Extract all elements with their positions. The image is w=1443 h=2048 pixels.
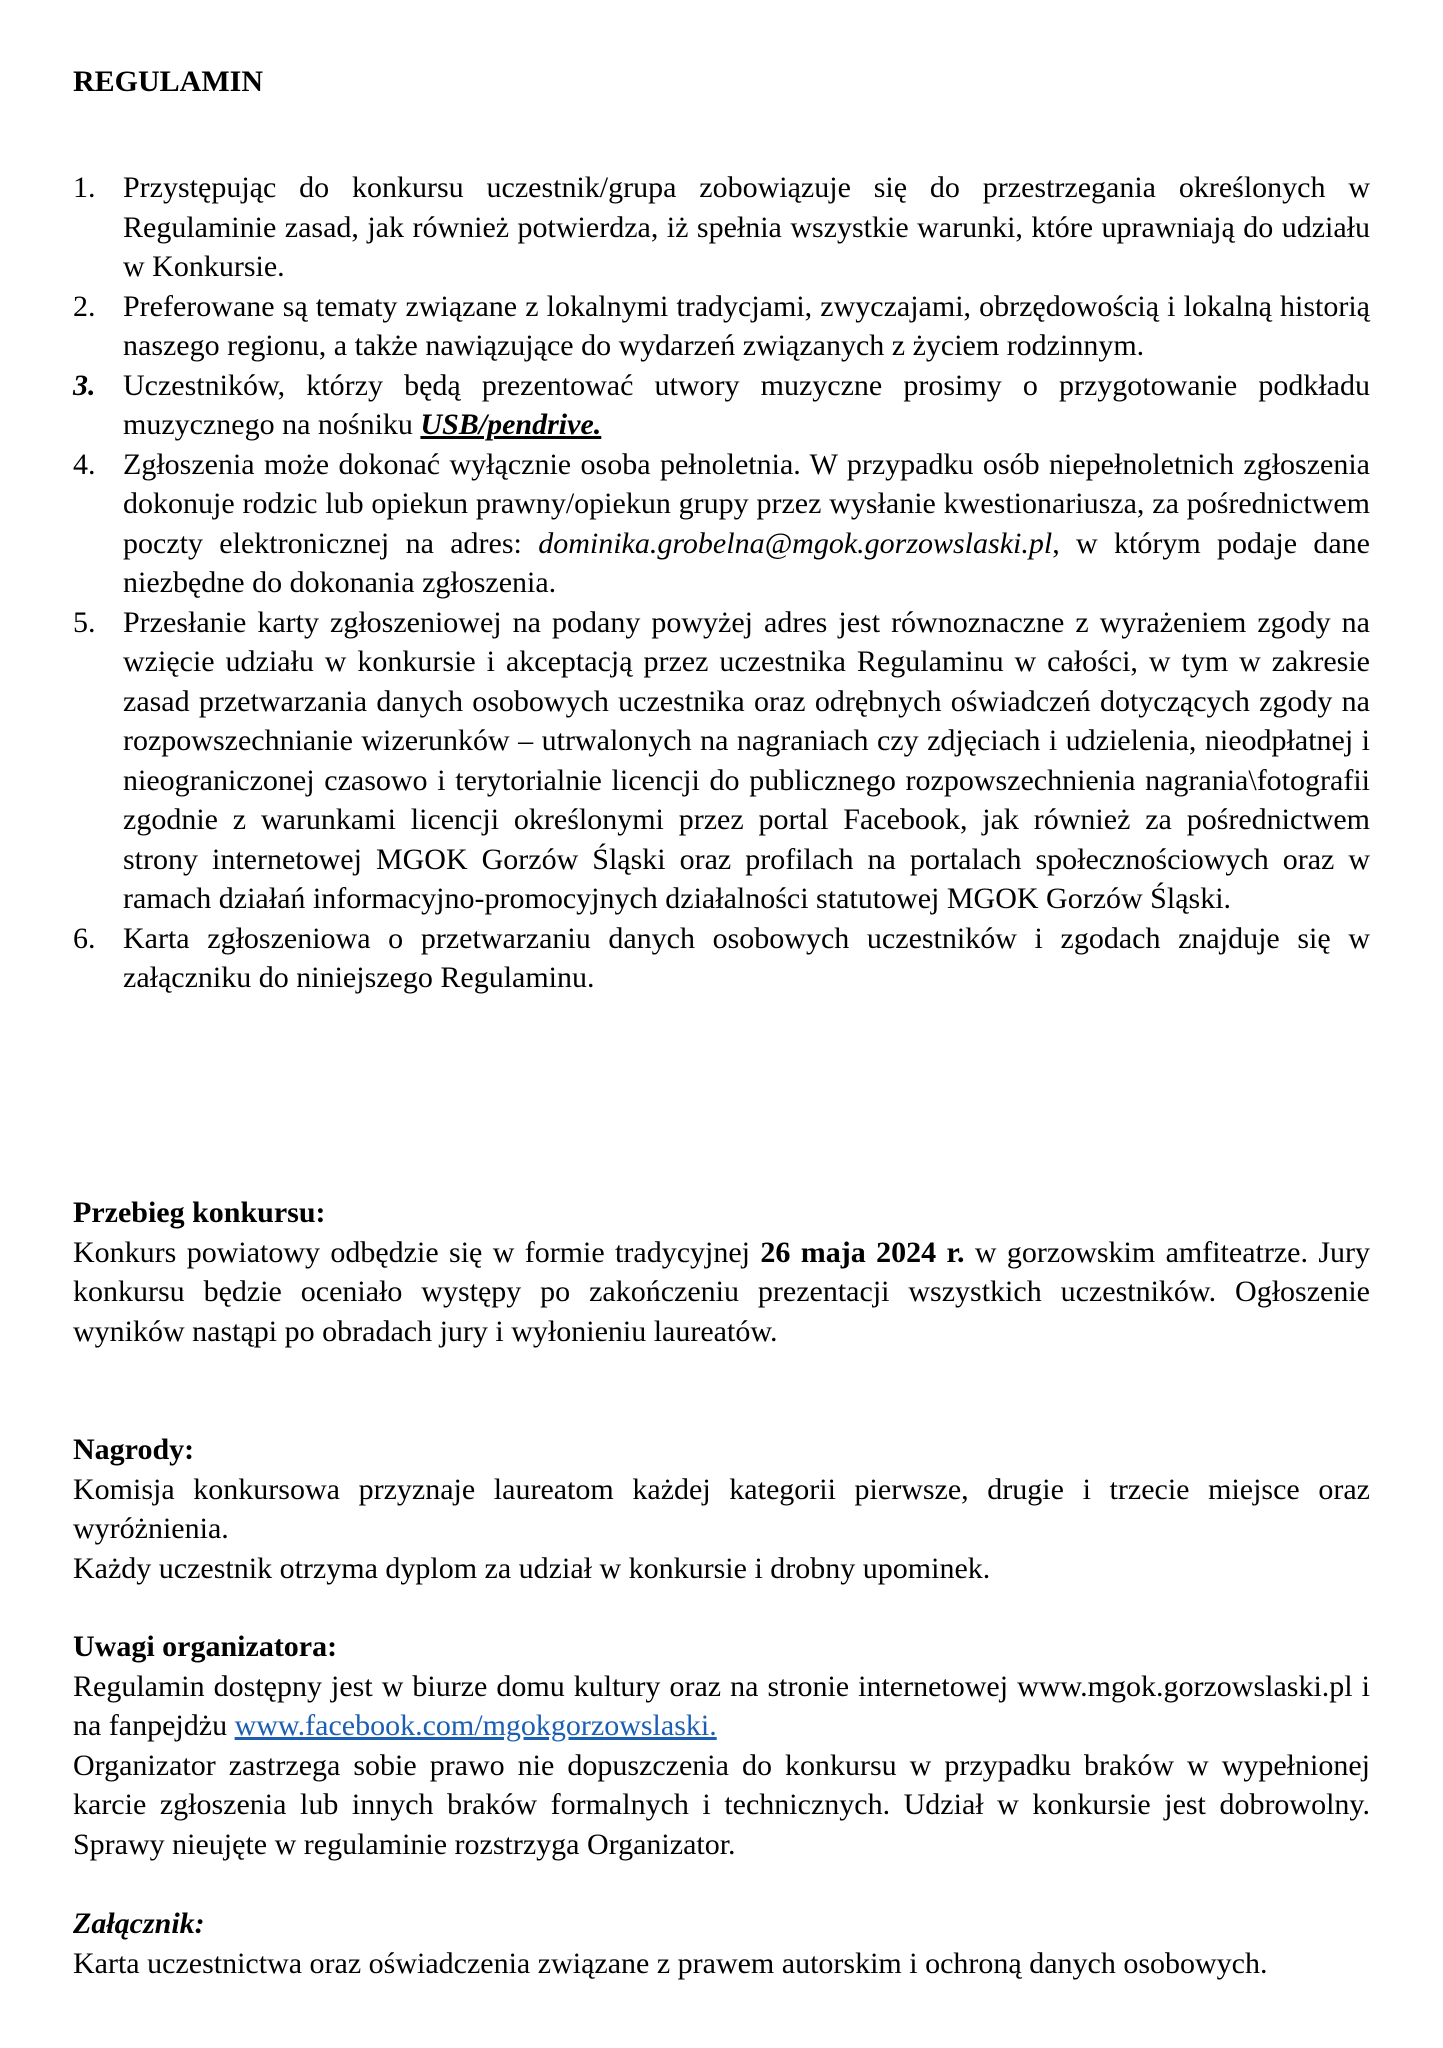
- section-heading-zalacznik: Załącznik:: [73, 1907, 205, 1940]
- section-heading-nagrody: Nagrody:: [73, 1433, 195, 1466]
- nagrody-line-2: Każdy uczestnik otrzyma dyplom za udział w konkursie i drobny upominek.: [73, 1551, 991, 1585]
- nagrody-line-1: Komisja konkursowa przyznaje laureatom każdej kategorii pierwsze, drugie i trzecie miejsce oraz wyróżnienia.: [73, 1472, 1370, 1545]
- rule-text: Zgłoszenia może dokonać wyłącznie osoba pełnoletnia. W przypadku osób niepełnoletnich zgłoszenia dokonuje rodzic lub opiekun prawny/opiekun grupy przez wysłanie kwestionariusza, za pośrednictwem poczty elektronicznej na adres:: [123, 447, 1370, 560]
- przebieg-text-after: w gorzowskim amfiteatrze. Jury konkursu będzie oceniało występy po zakończeniu prezentacji wszystkich uczestników. Ogłoszenie wyników nastąpi po obradach jury i wyłonieniu laureatów.: [73, 1235, 1371, 1348]
- section-heading-uwagi: Uwagi organizatora:: [73, 1630, 338, 1663]
- rule-number: 2.: [73, 289, 96, 323]
- section-heading-przebieg: Przebieg konkursu:: [73, 1196, 326, 1229]
- rule-number: 1.: [73, 171, 96, 204]
- przebieg-text: [73, 1233, 1370, 1352]
- uwagi-text-2: Organizator zastrzega sobie prawo nie dopuszczenia do konkursu w przypadku braków w wypełnionej karcie zgłoszenia lub innych braków formalnych i technicznych. Udział w konkursie jest dobrowolny. Sprawy nieujęte w regulaminie rozstrzyga Organizator.: [73, 1748, 1370, 1861]
- document-title: REGULAMIN: [73, 65, 264, 98]
- uwagi-text-before: Regulamin dostępny jest w biurze domu kultury oraz na stronie internetowej www.mgok.gorzowslaski.pl i na fanpejdżu: [73, 1669, 1370, 1742]
- event-date: 26 maja 2024 r.: [760, 1235, 965, 1269]
- rule-item-1: [73, 168, 1370, 287]
- uwagi-text-1: [73, 1667, 1370, 1746]
- rule-text: Karta zgłoszeniowa o przetwarzaniu danych osobowych uczestników i zgodach znajduje się w załączniku do niniejszego Regulaminu.: [123, 921, 1370, 994]
- przebieg-text-before: Konkurs powiatowy odbędzie się w formie tradycyjnej: [73, 1235, 761, 1269]
- contact-email[interactable]: dominika.grobelna@mgok.gorzowslaski.pl: [538, 526, 1053, 560]
- section-uwagi: [73, 1627, 1370, 1864]
- section-przebieg: [73, 1193, 1370, 1351]
- usb-pendrive-emphasis: USB/pendrive.: [420, 408, 602, 441]
- facebook-link[interactable]: www.facebook.com/mgokgorzowslaski.: [234, 1709, 717, 1742]
- rule-number: 6.: [73, 921, 96, 955]
- rule-text: Przystępując do konkursu uczestnik/grupa zobowiązuje się do przestrzegania określonych w Regulaminie zasad, jak również potwierdza, iż spełnia wszystkie warunki, które uprawniają do udziału w Konkursie.: [123, 171, 1370, 283]
- section-zalacznik: [73, 1904, 1370, 1983]
- rule-text-after: , w którym podaje dane niezbędne do dokonania zgłoszenia.: [123, 526, 1370, 599]
- rule-item-3: [73, 366, 1370, 445]
- rule-text: Przesłanie karty zgłoszeniowej na podany powyżej adres jest równoznaczne z wyrażeniem zgody na wzięcie udziału w konkursie i akceptacją przez uczestnika Regulaminu w całości, w tym w zakresie zasad przetwarzania danych osobowych uczestnika oraz odrębnych oświadczeń dotyczących zgody na rozpowszechnianie wizerunków – utrwalonych na nagraniach czy zdjęciach i udzielenia, nieodpłatnej i nieograniczonej czasowo i terytorialnie licencji do publicznego rozpowszechnienia nagrania\fotografii zgodnie z warunkami licencji określonymi przez portal Facebook, jak również za pośrednictwem strony internetowej MGOK Gorzów Śląski oraz profilach na portalach społecznościowych oraz w ramach działań informacyjno-promocyjnych działalności statutowej MGOK Gorzów Śląski.: [123, 605, 1370, 915]
- rule-item-6: [73, 919, 1370, 998]
- rule-number: 3.: [73, 368, 96, 402]
- rule-number: 5.: [73, 605, 96, 639]
- rule-item-5: [73, 603, 1370, 919]
- rule-text: Preferowane są tematy związane z lokalnymi tradycjami, zwyczajami, obrzędowością i lokalną historią naszego regionu, a także nawiązujące do wydarzeń związanych z życiem rodzinnym.: [123, 289, 1370, 362]
- rules-list: [73, 168, 1370, 998]
- section-nagrody: [73, 1430, 1370, 1588]
- rule-item-4: [73, 445, 1370, 603]
- rule-item-2: [73, 287, 1370, 366]
- zalacznik-text: Karta uczestnictwa oraz oświadczenia związane z prawem autorskim i ochroną danych osobowych.: [73, 1946, 1268, 1980]
- rule-text: Uczestników, którzy będą prezentować utwory muzyczne prosimy o przygotowanie podkładu muzycznego na nośniku: [123, 368, 1370, 441]
- rule-number: 4.: [73, 447, 96, 481]
